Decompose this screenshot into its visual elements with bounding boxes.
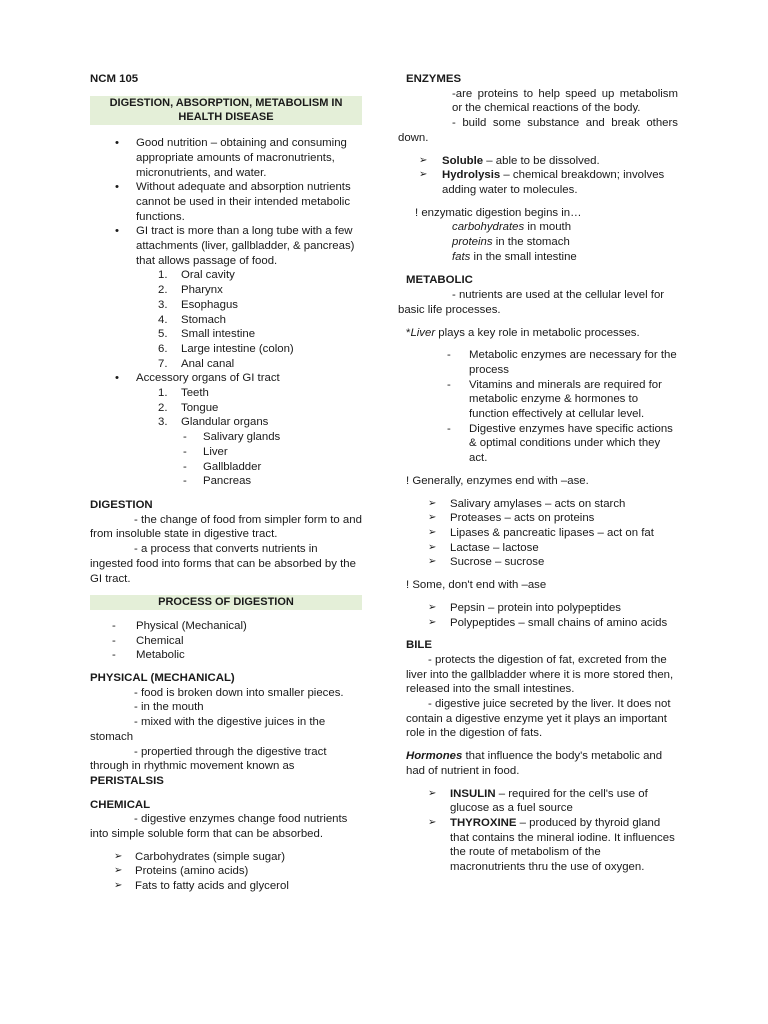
hormones-intro: Hormones that influence the body's metabolic and had of nutrient in food. bbox=[406, 750, 663, 777]
list-item: ➢ Polypeptides – small chains of amino acids bbox=[398, 616, 678, 631]
bile-section bbox=[398, 638, 678, 741]
list-item: ➢ THYROXINE – produced by thyroid gland that contains the mineral iodine. It influences the route of metabolism of the macronutrients thru the use of oxygen. bbox=[398, 816, 678, 875]
list-item: ➢ Lactase – lactose bbox=[398, 541, 678, 556]
list-item: 3. Esophagus bbox=[158, 298, 238, 311]
list-item: fats in the small intestine bbox=[452, 250, 577, 263]
definition-text: - food is broken down into smaller pieces. bbox=[134, 686, 344, 699]
definition-text: -are proteins to help speed up metabolism or the chemical reactions of the body. bbox=[452, 87, 678, 115]
left-column bbox=[90, 72, 362, 894]
section-heading: PHYSICAL (MECHANICAL) bbox=[90, 672, 235, 685]
list-item: ➢ Salivary amylases – acts on starch bbox=[398, 497, 678, 512]
definition-text: - protects the digestion of fat, excreted from the liver into the gallbladder where it is more stored then, released into the small intestines. bbox=[406, 653, 674, 696]
list-item: - Vitamins and minerals are required for metabolic enzyme & hormones to function effectively at cellular level. bbox=[398, 378, 678, 422]
definition-text: - a process that converts nutrients in ingested food into forms that can be absorbed by the GI tract. bbox=[90, 543, 356, 585]
note-text: ! enzymatic digestion begins in… bbox=[415, 206, 582, 219]
definition-text: - in the mouth bbox=[134, 701, 204, 714]
section-banner: PROCESS OF DIGESTION bbox=[90, 595, 362, 610]
metabolic-section bbox=[398, 273, 678, 465]
list-item: 7. Anal canal bbox=[158, 357, 235, 370]
list-item: • Accessory organs of GI tract bbox=[90, 371, 362, 386]
note-text: *Liver plays a key role in metabolic processes. bbox=[406, 326, 640, 339]
list-item: - Digestive enzymes have specific actions & optimal conditions under which they act. bbox=[398, 422, 678, 466]
enzyme-terms bbox=[398, 154, 678, 198]
list-item: ➢ Proteases – acts on proteins bbox=[398, 511, 678, 526]
right-column bbox=[398, 72, 678, 875]
digestion-section bbox=[90, 498, 362, 586]
list-item: • Good nutrition – obtaining and consuming appropriate amounts of macronutrients, micronutrients, and water. bbox=[90, 136, 362, 180]
list-item: • GI tract is more than a long tube with a few attachments (liver, gallbladder, & pancreas) that allows passage of food. bbox=[90, 224, 362, 268]
list-item: ➢ Sucrose – sucrose bbox=[398, 555, 678, 570]
list-item: ➢ Fats to fatty acids and glycerol bbox=[90, 879, 362, 894]
list-item: - Liver bbox=[90, 445, 362, 460]
note-text: ! Generally, enzymes end with –ase. bbox=[406, 474, 589, 487]
list-item: 4. Stomach bbox=[158, 313, 226, 326]
course-code: NCM 105 bbox=[90, 73, 139, 85]
list-item: ➢ Carbohydrates (simple sugar) bbox=[90, 850, 362, 865]
section-heading: METABOLIC bbox=[406, 274, 473, 287]
list-item: - Chemical bbox=[90, 634, 362, 649]
section-heading: BILE bbox=[406, 639, 432, 652]
definition-text: - the change of food from simpler form to and from insoluble state in digestive tract. bbox=[90, 513, 362, 541]
note-text: ! Some, don't end with –ase bbox=[406, 579, 547, 592]
list-item: - Salivary glands bbox=[90, 430, 362, 445]
list-item: ➢ Pepsin – protein into polypeptides bbox=[398, 601, 678, 616]
section-heading: ENZYMES bbox=[406, 73, 462, 85]
list-item: carbohydrates in mouth bbox=[452, 221, 572, 234]
intro-list bbox=[90, 136, 362, 489]
page-title: DIGESTION, ABSORPTION, METABOLISM IN HEALTH DISEASE bbox=[90, 96, 362, 125]
list-item: 2. Tongue bbox=[158, 401, 219, 414]
keyword: PERISTALSIS bbox=[90, 774, 164, 787]
definition-text: - digestive juice secreted by the liver. It does not contain a digestive enzyme yet it plays an important role in the digestion of fats. bbox=[406, 698, 671, 740]
list-item: 1. Oral cavity bbox=[158, 269, 235, 282]
list-item: proteins in the stomach bbox=[452, 236, 570, 249]
list-item: - Gallbladder bbox=[90, 460, 362, 475]
definition-text: - mixed with the digestive juices in the stomach bbox=[90, 716, 326, 743]
list-item: ➢ Hydrolysis – chemical breakdown; involves adding water to molecules. bbox=[398, 168, 678, 197]
list-item: - Metabolic bbox=[90, 648, 362, 663]
list-item: - Metabolic enzymes are necessary for the process bbox=[398, 348, 678, 377]
physical-section bbox=[90, 671, 362, 789]
list-item: 5. Small intestine bbox=[158, 328, 256, 341]
list-item: ➢ Soluble – able to be dissolved. bbox=[398, 154, 678, 169]
list-item: 3. Glandular organs bbox=[158, 416, 269, 429]
section-heading: DIGESTION bbox=[90, 498, 153, 511]
section-heading: CHEMICAL bbox=[90, 798, 151, 811]
list-item: 2. Pharynx bbox=[158, 284, 223, 297]
list-item: ➢ INSULIN – required for the cell's use of glucose as a fuel source bbox=[398, 787, 678, 816]
list-item: ➢ Proteins (amino acids) bbox=[90, 864, 362, 879]
definition-text: - propertied through the digestive tract through in rhythmic movement known as PERISTALSIS bbox=[90, 745, 327, 787]
list-item: • Without adequate and absorption nutrients cannot be used in their intended metabolic functions. bbox=[90, 180, 362, 224]
definition-text: - nutrients are used at the cellular level for basic life processes. bbox=[398, 289, 665, 316]
process-list bbox=[90, 619, 362, 663]
list-item: - Physical (Mechanical) bbox=[90, 619, 362, 634]
definition-text: - digestive enzymes change food nutrients into simple soluble form that can be absorbed. bbox=[90, 813, 348, 841]
list-item: - Pancreas bbox=[90, 474, 362, 489]
hormones-list bbox=[398, 787, 678, 875]
ase-list bbox=[398, 497, 678, 571]
non-ase-list bbox=[398, 601, 678, 630]
definition-text: - build some substance and break others down. bbox=[398, 117, 678, 144]
list-item: 1. Teeth bbox=[158, 387, 209, 400]
list-item: 6. Large intestine (colon) bbox=[158, 342, 294, 355]
list-item: ➢ Lipases & pancreatic lipases – act on fat bbox=[398, 526, 678, 541]
chemical-section bbox=[90, 798, 362, 894]
